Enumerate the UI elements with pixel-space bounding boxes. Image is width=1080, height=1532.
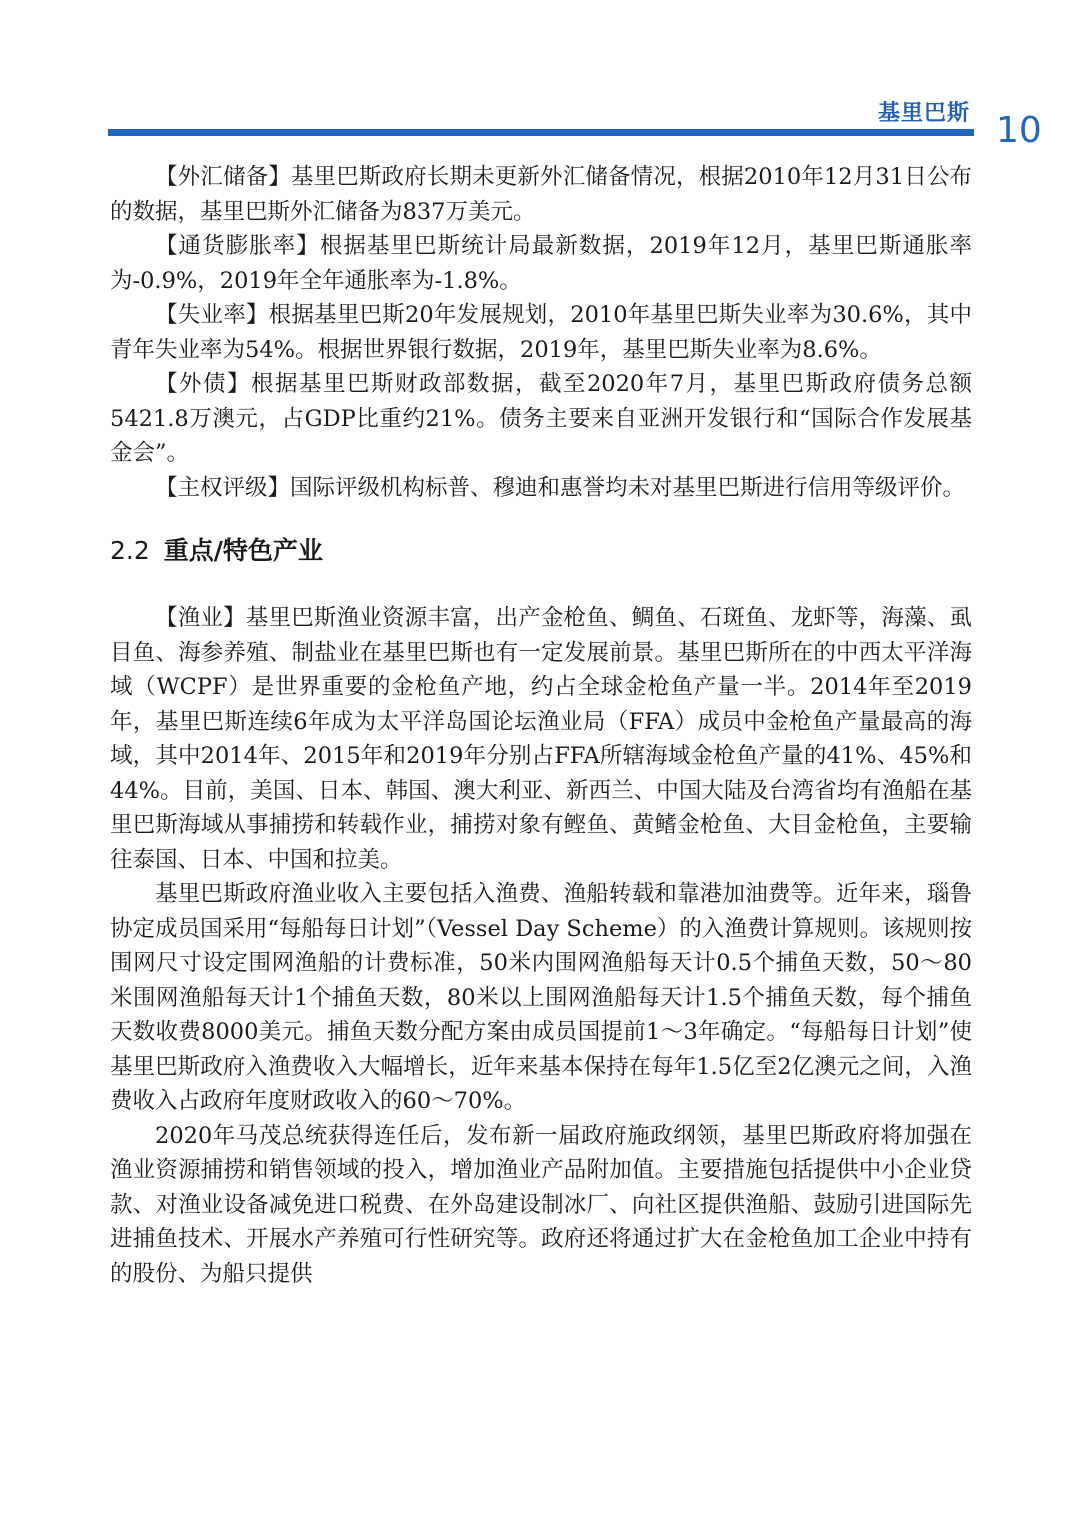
- paragraph-government-policy: 2020年马茂总统获得连任后，发布新一届政府施政纲领，基里巴斯政府将加强在渔业资源捕捞和销售领域的投入，增加渔业产品附加值。主要措施包括提供中小企业贷款、对渔业设备减免进口税费、在外岛建设制冰厂、向社区提供渔船、鼓励引进国际先进捕鱼技术、开展水产养殖可行性研究等。政府还将通过扩大在金枪鱼加工企业中持有的股份、为船只提供: [110, 1122, 972, 1287]
- paragraph-fishery: 【渔业】基里巴斯渔业资源丰富，出产金枪鱼、鲷鱼、石斑鱼、龙虾等，海藻、虱目鱼、海参养殖、制盐业在基里巴斯也有一定发展前景。基里巴斯所在的中西太平洋海域（WCPF）是世界重要的金枪鱼产地，约占全球金枪鱼产量一半。2014年至2019年，基里巴斯连续6年成为太平洋岛国论坛渔业局（FFA）成员中金枪鱼产量最高的海域，其中2014年、2015年和2019年分别占FFA所辖海域金枪鱼产量的41%、45%和44%。目前，美国、日本、韩国、澳大利亚、新西兰、中国大陆及台湾省均有渔船在基里巴斯海域从事捕捞和转载作业，捕捞对象有鲣鱼、黄鳍金枪鱼、大目金枪鱼，主要输往泰国、日本、中国和拉美。: [110, 605, 972, 873]
- paragraph-inflation: 【通货膨胀率】根据基里巴斯统计局最新数据，2019年12月，基里巴斯通胀率为-0.9%，2019年全年通胀率为-1.8%。: [110, 233, 972, 294]
- paragraph-forex-reserves: 【外汇储备】基里巴斯政府长期未更新外汇储备情况，根据2010年12月31日公布的数据，基里巴斯外汇储备为837万美元。: [110, 164, 972, 225]
- section-heading: [110, 533, 972, 569]
- paragraph-external-debt: 【外债】根据基里巴斯财政部数据，截至2020年7月，基里巴斯政府债务总额5421.8万澳元，占GDP比重约21%。债务主要来自亚洲开发银行和“国际合作发展基金会”。: [110, 371, 972, 466]
- page-body: [110, 160, 972, 1291]
- section-number: 2.2: [110, 536, 150, 565]
- section-title: 重点/特色产业: [163, 536, 323, 565]
- paragraph-sovereign-rating: 【主权评级】国际评级机构标普、穆迪和惠誉均未对基里巴斯进行信用等级评价。: [155, 474, 966, 501]
- page-number: 10: [996, 110, 1042, 151]
- paragraph-unemployment: 【失业率】根据基里巴斯20年发展规划，2010年基里巴斯失业率为30.6%，其中青年失业率为54%。根据世界银行数据，2019年，基里巴斯失业率为8.6%。: [110, 302, 972, 363]
- paragraph-fishery-revenue: 基里巴斯政府渔业收入主要包括入渔费、渔船转载和靠港加油费等。近年来，瑙鲁协定成员国采用“每船每日计划”（Vessel Day Scheme）的入渔费计算规则。该规则按围网尺寸设定围网渔船的计费标准，50米内围网渔船每天计0.5个捕鱼天数，50～80米围网渔船每天计1个捕鱼天数，80米以上围网渔船每天计1.5个捕鱼天数，每个捕鱼天数收费8000美元。捕鱼天数分配方案由成员国提前1～3年确定。“每船每日计划”使基里巴斯政府入渔费收入大幅增长，近年来基本保持在每年1.5亿至2亿澳元之间，入渔费收入占政府年度财政收入的60～70%。: [110, 881, 972, 1114]
- header-rule: [108, 129, 974, 136]
- running-header-title: 基里巴斯: [877, 101, 970, 126]
